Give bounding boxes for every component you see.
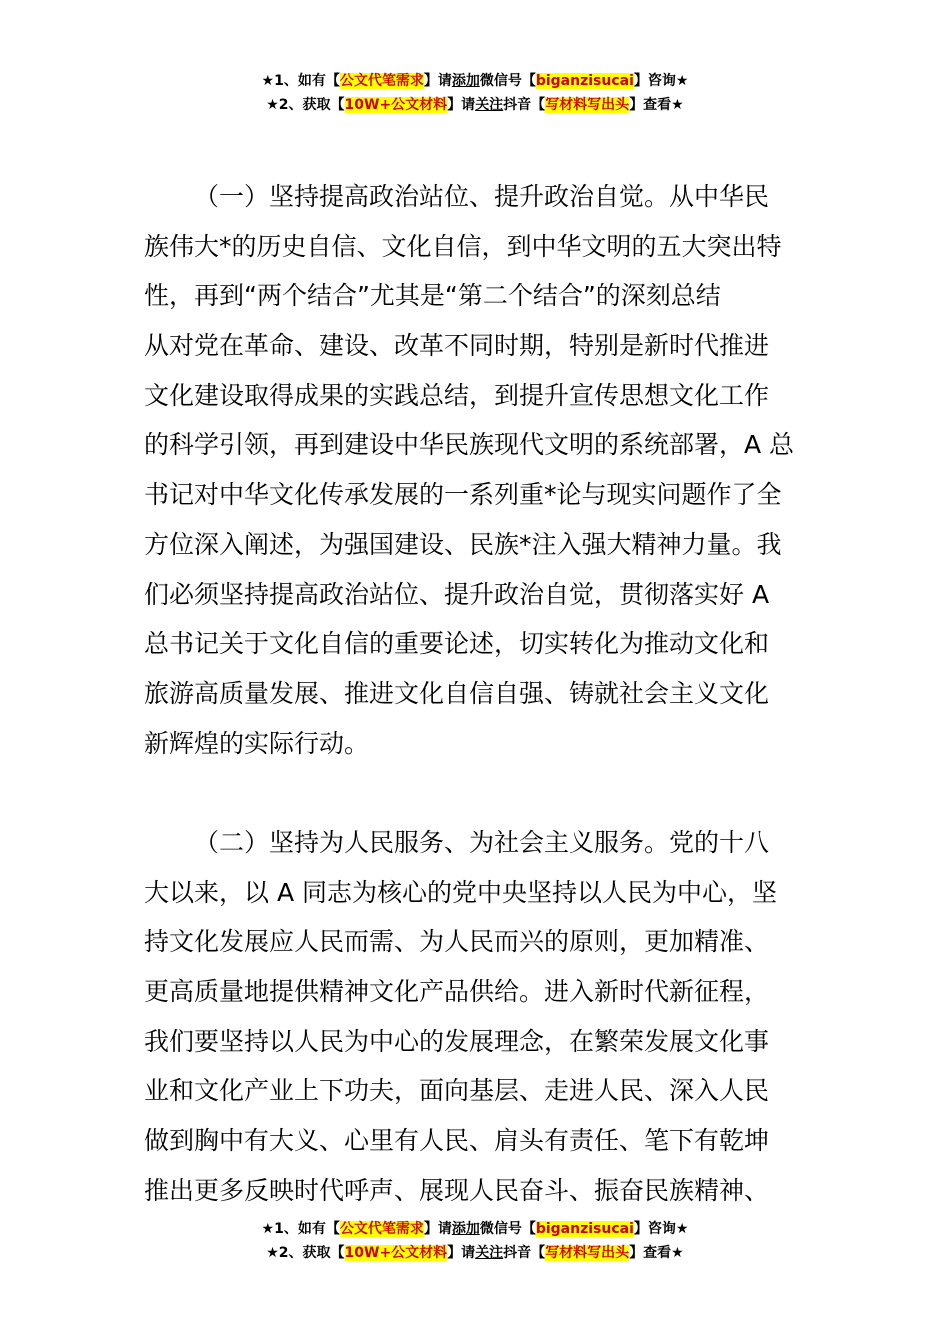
promo-text: ★1、如有【 <box>261 73 340 89</box>
paragraph-line: 们必须坚持提高政治站位、提升政治自觉，贯彻落实好 A <box>144 579 770 609</box>
promo-text: 抖音【 <box>503 97 546 113</box>
footer-promo-banner <box>0 1217 950 1265</box>
body-paragraph-2 <box>144 818 806 1216</box>
promo-highlight: 10W+公文材料 <box>344 97 448 113</box>
promo-text: 微信号【 <box>479 73 536 89</box>
promo-text: ★2、获取【 <box>266 97 345 113</box>
promo-text: 】查看★ <box>629 1245 684 1261</box>
promo-highlight: 公文代笔需求 <box>339 1221 424 1237</box>
douyin-account-highlight: 写材料写出头 <box>545 1245 630 1261</box>
promo-text: 】咨询★ <box>633 73 689 89</box>
douyin-account-highlight: 写材料写出头 <box>545 97 630 113</box>
paragraph-line: 总书记关于文化自信的重要论述，切实转化为推动文化和 <box>144 629 770 659</box>
paragraph-line: 书记对中华文化传承发展的一系列重*论与现实问题作了全 <box>144 480 782 510</box>
paragraph-line: 更高质量地提供精神文化产品供给。进入新时代新征程， <box>144 977 770 1007</box>
paragraph-line: （一）坚持提高政治站位、提升政治自觉。从中华民 <box>194 182 770 211</box>
paragraph-line: 大以来，以 A 同志为核心的党中央坚持以人民为中心，坚 <box>144 877 777 907</box>
promo-text: 】请 <box>423 73 452 89</box>
promo-highlight: 10W+公文材料 <box>344 1245 448 1261</box>
wechat-id-highlight: biganzisucai <box>535 73 634 89</box>
paragraph-line: 性，再到“两个结合”尤其是“第二个结合”的深刻总结 <box>144 281 721 311</box>
promo-text: 】咨询★ <box>633 1221 689 1237</box>
paragraph-line: 从对党在革命、建设、改革不同时期，特别是新时代推进 <box>144 331 770 361</box>
promo-underlined: 添加 <box>451 1221 480 1237</box>
promo-line-2 <box>0 1241 950 1265</box>
paragraph-line: 推出更多反映时代呼声、展现人民奋斗、振奋民族精神、 <box>144 1175 770 1205</box>
promo-highlight: 公文代笔需求 <box>339 73 424 89</box>
paragraph-line: 族伟大*的历史自信、文化自信，到中华文明的五大突出特 <box>144 231 782 261</box>
promo-text: 】查看★ <box>629 97 684 113</box>
promo-line-1 <box>0 1217 950 1241</box>
promo-underlined: 添加 <box>451 73 480 89</box>
promo-underlined: 关注 <box>475 1245 504 1261</box>
paragraph-line: 持文化发展应人民而需、为人民而兴的原则，更加精准、 <box>144 927 770 957</box>
promo-text: 抖音【 <box>503 1245 546 1261</box>
paragraph-line: 方位深入阐述，为强国建设、民族*注入强大精神力量。我 <box>144 529 782 559</box>
paragraph-line: 我们要坚持以人民为中心的发展理念，在繁荣发展文化事 <box>144 1026 770 1056</box>
promo-underlined: 关注 <box>475 97 504 113</box>
promo-text: 】请 <box>447 97 476 113</box>
paragraph-line: 的科学引领，再到建设中华民族现代文明的系统部署，A 总 <box>144 430 795 460</box>
paragraph-line: 做到胸中有大义、心里有人民、肩头有责任、笔下有乾坤 <box>144 1126 770 1156</box>
promo-text: ★2、获取【 <box>266 1245 345 1261</box>
paragraph-line: 新辉煌的实际行动。 <box>144 728 370 758</box>
header-promo-banner <box>0 69 950 117</box>
promo-text: ★1、如有【 <box>261 1221 340 1237</box>
paragraph-line: 旅游高质量发展、推进文化自信自强、铸就社会主义文化 <box>144 678 770 708</box>
promo-text: 】请 <box>423 1221 452 1237</box>
promo-line-1 <box>0 69 950 93</box>
promo-text: 】请 <box>447 1245 476 1261</box>
paragraph-line: 文化建设取得成果的实践总结，到提升宣传思想文化工作 <box>144 380 770 410</box>
promo-line-2 <box>0 93 950 117</box>
body-paragraph-1 <box>144 172 806 768</box>
promo-text: 微信号【 <box>479 1221 536 1237</box>
paragraph-line: （二）坚持为人民服务、为社会主义服务。党的十八 <box>194 828 770 857</box>
wechat-id-highlight: biganzisucai <box>535 1221 634 1237</box>
paragraph-line: 业和文化产业上下功夫，面向基层、走进人民、深入人民 <box>144 1076 770 1106</box>
